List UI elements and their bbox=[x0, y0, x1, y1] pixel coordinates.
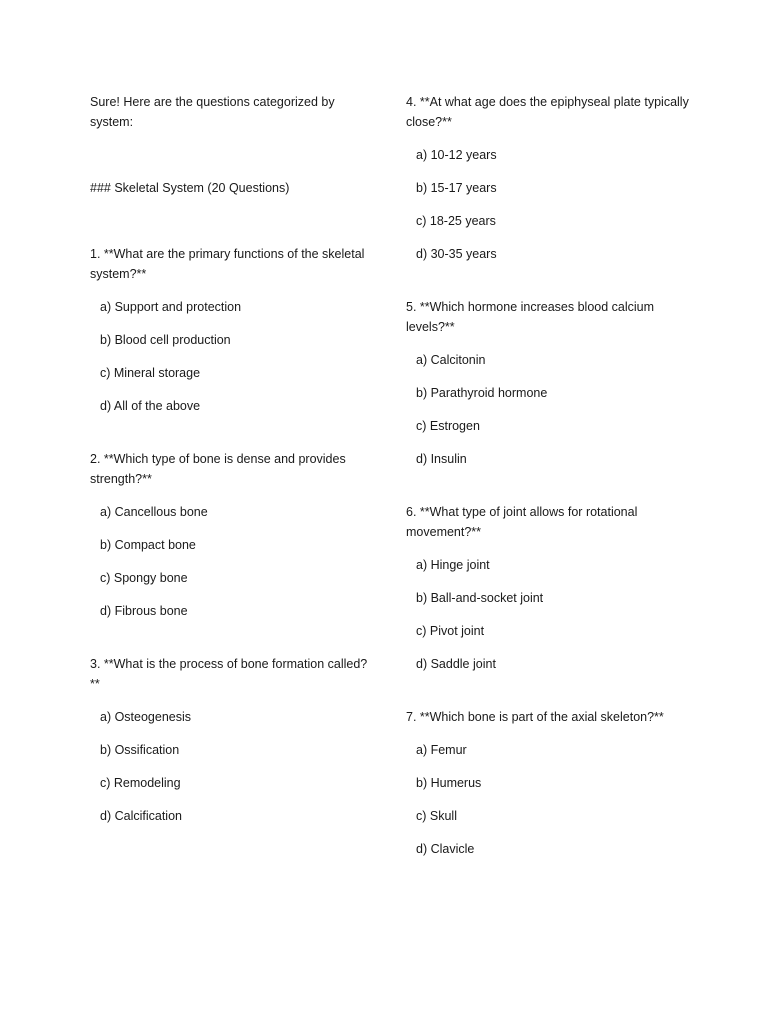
question-block-4 bbox=[406, 92, 696, 264]
question-block-7 bbox=[406, 707, 696, 859]
answer-option: a) Osteogenesis bbox=[100, 710, 192, 724]
answer-option: b) Parathyroid hormone bbox=[416, 386, 548, 400]
answer-option: c) 18-25 years bbox=[416, 214, 496, 228]
answer-option: b) Ossification bbox=[100, 743, 180, 757]
question-text: 3. **What is the process of bone formation called?** bbox=[90, 657, 368, 691]
answer-option: d) All of the above bbox=[100, 399, 201, 413]
answer-option: d) Calcification bbox=[100, 809, 182, 823]
answer-option: c) Mineral storage bbox=[100, 366, 201, 380]
question-text: 6. **What type of joint allows for rotational movement?** bbox=[406, 505, 638, 539]
answer-option: a) 10-12 years bbox=[416, 148, 497, 162]
answer-option: d) Saddle joint bbox=[416, 657, 496, 671]
intro-text: Sure! Here are the questions categorized by system: bbox=[90, 95, 335, 129]
question-text: 2. **Which type of bone is dense and provides strength?** bbox=[90, 452, 346, 486]
question-text: 4. **At what age does the epiphyseal plate typically close?** bbox=[406, 95, 689, 129]
answer-option: b) 15-17 years bbox=[416, 181, 497, 195]
answer-option: c) Remodeling bbox=[100, 776, 181, 790]
question-block-2 bbox=[90, 449, 370, 621]
question-text: 7. **Which bone is part of the axial skeleton?** bbox=[406, 710, 664, 724]
left-column bbox=[90, 92, 370, 859]
answer-option: d) 30-35 years bbox=[416, 247, 497, 261]
answer-option: a) Cancellous bone bbox=[100, 505, 208, 519]
question-block-1 bbox=[90, 244, 370, 416]
section-heading: ### Skeletal System (20 Questions) bbox=[90, 181, 290, 195]
answer-option: d) Clavicle bbox=[416, 842, 475, 856]
answer-option: a) Support and protection bbox=[100, 300, 242, 314]
right-column bbox=[406, 92, 696, 892]
question-text: 1. **What are the primary functions of the skeletal system?** bbox=[90, 247, 365, 281]
question-text: 5. **Which hormone increases blood calcium levels?** bbox=[406, 300, 655, 334]
answer-option: c) Spongy bone bbox=[100, 571, 188, 585]
answer-option: a) Calcitonin bbox=[416, 353, 486, 367]
answer-option: d) Fibrous bone bbox=[100, 604, 188, 618]
answer-option: c) Estrogen bbox=[416, 419, 480, 433]
question-block-3 bbox=[90, 654, 370, 826]
answer-option: b) Blood cell production bbox=[100, 333, 231, 347]
answer-option: b) Humerus bbox=[416, 776, 482, 790]
answer-option: c) Pivot joint bbox=[416, 624, 485, 638]
answer-option: a) Hinge joint bbox=[416, 558, 490, 572]
question-block-5 bbox=[406, 297, 696, 469]
answer-option: b) Ball-and-socket joint bbox=[416, 591, 544, 605]
answer-option: b) Compact bone bbox=[100, 538, 196, 552]
answer-option: c) Skull bbox=[416, 809, 457, 823]
question-block-6 bbox=[406, 502, 696, 674]
answer-option: d) Insulin bbox=[416, 452, 467, 466]
answer-option: a) Femur bbox=[416, 743, 467, 757]
